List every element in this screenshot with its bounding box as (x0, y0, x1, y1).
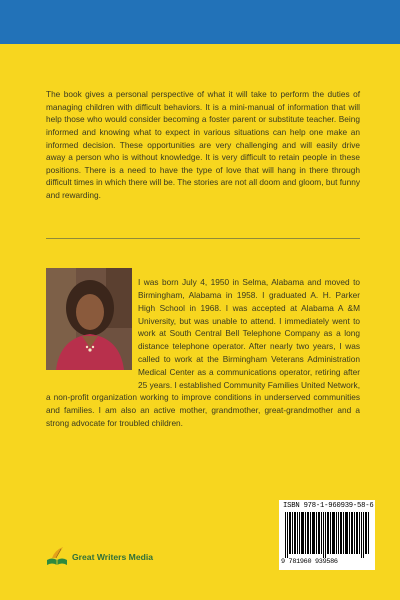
publisher-name: Great Writers Media (72, 552, 154, 562)
barcode-number: 9 781960 939586 (281, 558, 338, 566)
author-bio-text: I was born July 4, 1950 in Selma, Alabama and moved to Birmingham, Alabama in 1958. I graduated A. H. Parker High School in 1968. I was accepted at Alabama A &M University, but was unable to attend. I immediately went to work at South Central Bell Telephone Company as a long distance telephone operator. After nearly two years, I was called to work at the Birmingham Veterans Administration Medical Center as a communications operator, retiring after 25 years. I established Community Families United Network, a non-profit organization working to improve conditions in underserved communities and families. I am also an active mother, grandmother, great-grandmother and a strong advocate for troubled children. (46, 277, 360, 429)
publisher-logo (46, 545, 153, 569)
top-color-band (0, 0, 400, 44)
photo-text-wrap-spacer (46, 276, 138, 382)
book-description: The book gives a personal perspective of what it will take to perform the duties of managing children with difficult behaviors. It is a mini-manual of information that will help those who would consider becoming a foster parent or substitute teacher. Being informed and knowing what to expect in various situations can help one make an informed decision. These opportunities are very challenging and will easily drive away a person who is without knowledge. It is very difficult to retain people in these positions. There is a need to have the type of love that will hang in there through difficult times in which there will be. The stories are not all doom and gloom, but funny and rewarding. (46, 89, 360, 201)
isbn-label: ISBN 978-1-960939-58-6 (283, 502, 374, 510)
open-book-quill-icon (46, 546, 68, 568)
section-divider (46, 238, 360, 239)
isbn-barcode (279, 500, 375, 570)
barcode-bars (285, 512, 369, 558)
author-bio (46, 276, 360, 430)
